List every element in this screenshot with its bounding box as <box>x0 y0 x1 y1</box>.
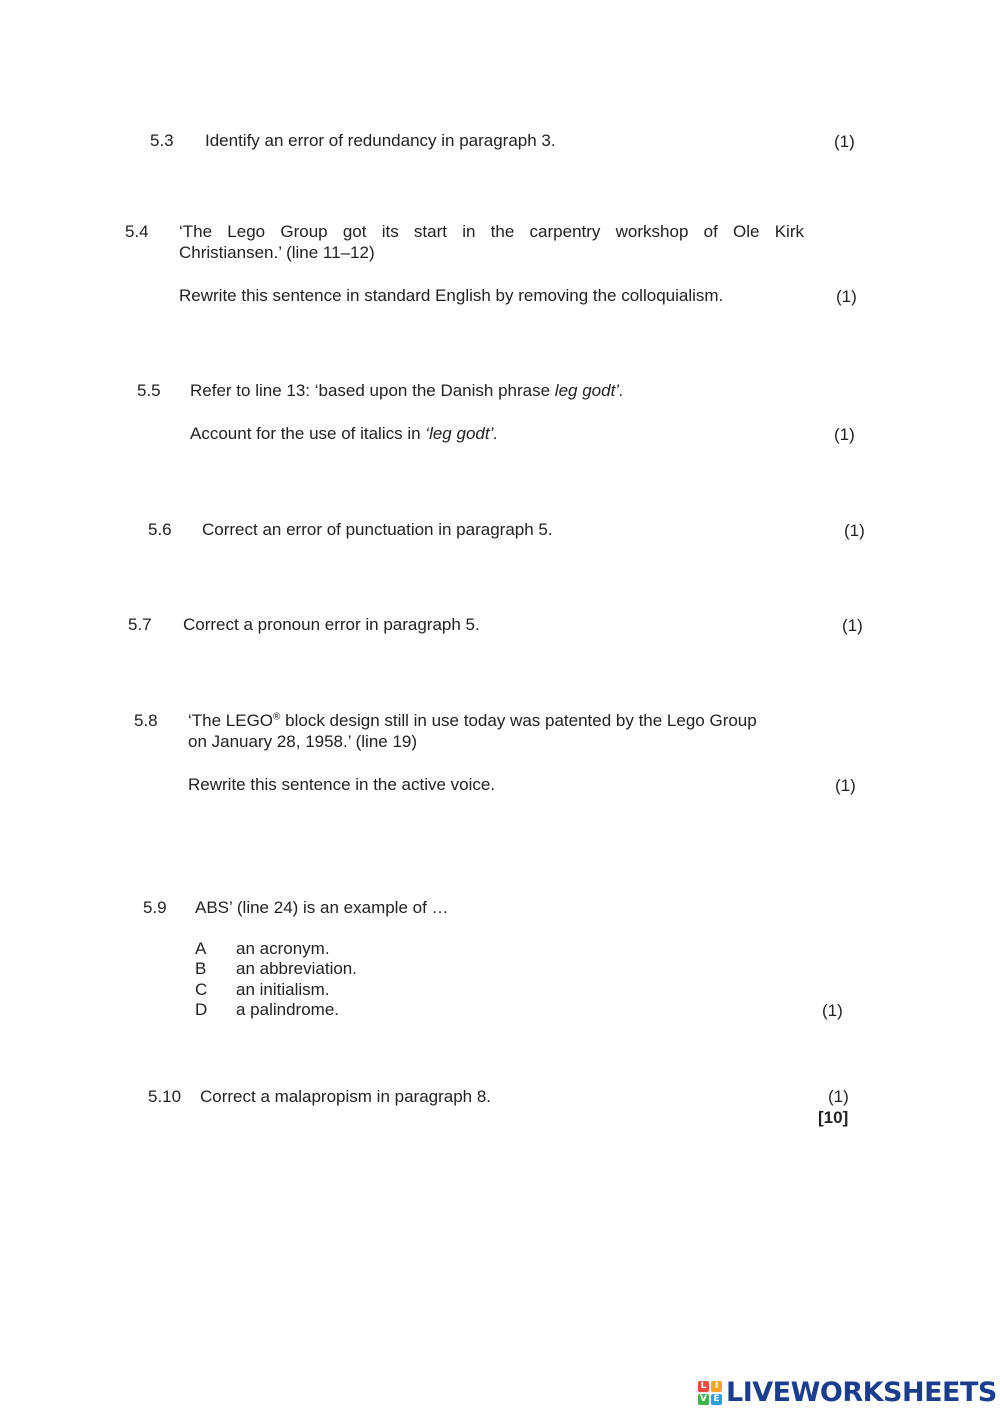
question-number: 5.3 <box>150 131 174 150</box>
question-mark: (1) <box>834 425 855 444</box>
question-number: 5.10 <box>148 1087 182 1106</box>
question-mark: (1) <box>835 776 856 795</box>
quote-text: ‘The LEGO <box>188 711 274 730</box>
option-text: an abbreviation. <box>236 959 357 978</box>
question-text: Correct a pronoun error in paragraph 5. <box>183 615 480 634</box>
question-mark: (1) <box>844 521 865 540</box>
option-text: an initialism. <box>236 980 330 999</box>
instruction-italic: ‘leg godt’. <box>425 424 499 443</box>
reference-text: Refer to line 13: ‘based upon the Danish phrase <box>190 381 555 400</box>
reference-italic: leg godt’. <box>554 381 624 400</box>
logo-badge-letter: I <box>711 1381 722 1392</box>
question-number: 5.6 <box>148 520 172 539</box>
option-letter: A <box>195 939 207 958</box>
registered-mark: ® <box>273 711 281 723</box>
logo-badge-icon <box>698 1381 722 1405</box>
question-reference <box>190 380 624 401</box>
question-quote: on January 28, 1958.’ (line 19) <box>188 732 418 751</box>
option-text: a palindrome. <box>236 1000 340 1019</box>
question-quote <box>188 710 757 731</box>
liveworksheets-logo <box>698 1378 997 1408</box>
logo-badge-letter: V <box>698 1394 709 1405</box>
question-number: 5.8 <box>134 711 158 730</box>
question-quote: ‘The Lego Group got its start in the carpentry workshop of Ole Kirk <box>179 222 804 241</box>
question-number: 5.9 <box>143 898 167 917</box>
question-mark: (1) <box>836 287 857 306</box>
question-mark: (1) <box>834 132 855 151</box>
logo-badge-letter: L <box>698 1381 709 1392</box>
option-letter: D <box>195 1000 208 1019</box>
instruction-text: Account for the use of italics in <box>190 424 426 443</box>
option-letter: C <box>195 980 208 999</box>
question-instruction: Rewrite this sentence in the active voice. <box>188 775 496 794</box>
question-text: Correct an error of punctuation in paragraph 5. <box>202 520 553 539</box>
quote-text: block design still in use today was patented by the Lego Group <box>280 711 757 730</box>
logo-badge-letter: E <box>711 1394 722 1405</box>
section-total: [10] <box>818 1108 849 1127</box>
question-stem: ABS’ (line 24) is an example of … <box>195 898 449 917</box>
question-text: Identify an error of redundancy in paragraph 3. <box>205 131 556 150</box>
logo-text: LIVEWORKSHEETS <box>726 1377 997 1408</box>
question-mark: (1) <box>822 1001 843 1020</box>
question-instruction: Rewrite this sentence in standard English by removing the colloquialism. <box>179 286 724 305</box>
option-letter: B <box>195 959 207 978</box>
question-quote: Christiansen.’ (line 11–12) <box>179 243 375 262</box>
question-instruction <box>190 423 498 444</box>
question-number: 5.5 <box>137 381 161 400</box>
question-mark: (1) <box>828 1087 849 1106</box>
option-text: an acronym. <box>236 939 330 958</box>
question-mark: (1) <box>842 616 863 635</box>
question-text: Correct a malapropism in paragraph 8. <box>200 1087 492 1106</box>
question-number: 5.4 <box>125 222 149 241</box>
question-number: 5.7 <box>128 615 152 634</box>
